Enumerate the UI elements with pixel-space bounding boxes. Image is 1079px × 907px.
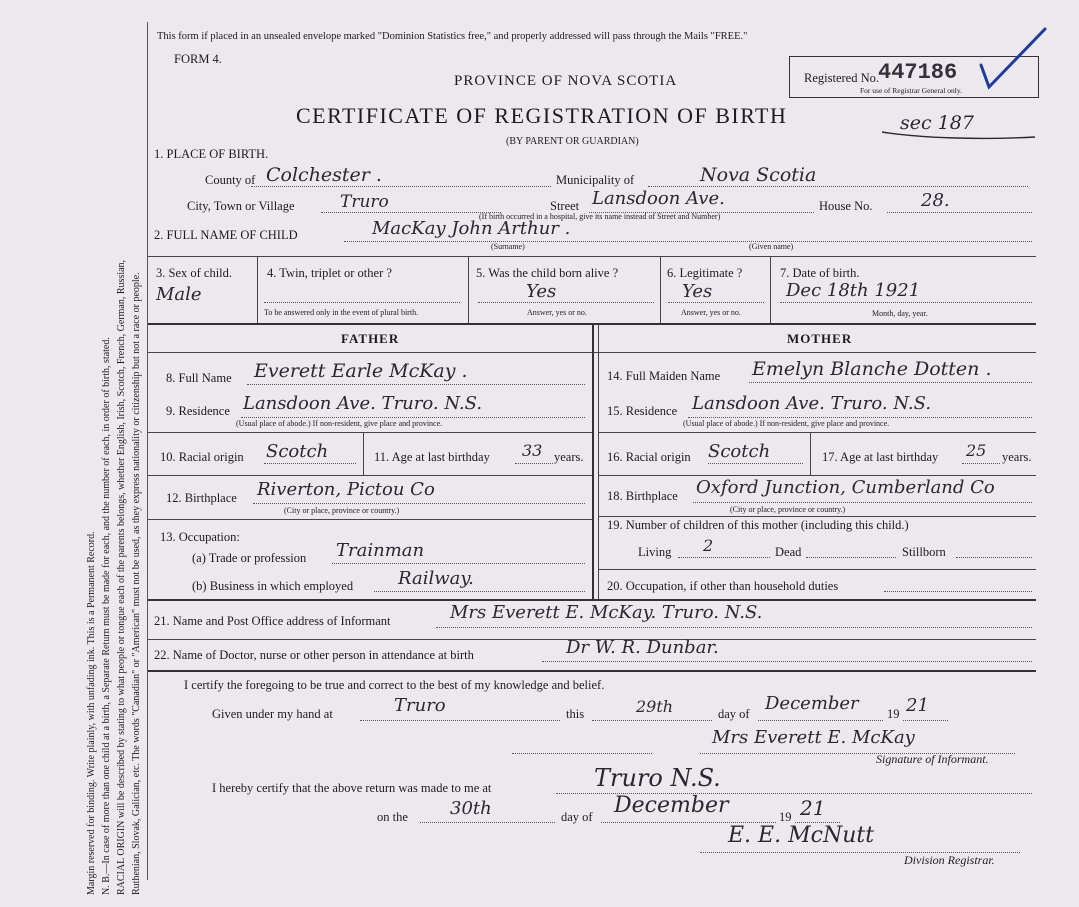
mother-heading: MOTHER — [787, 331, 853, 346]
given-place-value: Truro — [394, 695, 446, 716]
father-years-label: years. — [554, 450, 584, 464]
registrar-year-prefix: 19 — [779, 810, 792, 824]
business-label: (b) Business in which employed — [192, 579, 354, 593]
sex-value: Male — [156, 284, 202, 305]
division-registrar-label: Division Registrar. — [904, 853, 995, 867]
registrar-day-value: 30th — [450, 798, 492, 819]
registrar-place-value: Truro N.S. — [594, 764, 721, 792]
margin-note-nationality: Ruthenian, Slovak, Galician, etc. The words "Canadian" or "American" must not be used, as they express nationality or citizenship but not a race or people. — [131, 272, 142, 895]
place-of-birth-heading: 1. PLACE OF BIRTH. — [154, 147, 269, 161]
mother-racial-origin-label: 16. Racial origin — [607, 450, 691, 464]
legitimate-value: Yes — [682, 281, 713, 302]
city-label: City, Town or Village — [187, 199, 295, 213]
registrar-general-note: For use of Registrar General only. — [860, 86, 962, 95]
given-name-note: (Given name) — [749, 242, 794, 251]
municipality-value: Nova Scotia — [700, 164, 817, 186]
child-name-value: MacKay John Arthur . — [372, 218, 571, 239]
informant-value: Mrs Everett E. McKay. Truro. N.S. — [450, 602, 763, 623]
stillborn-label: Stillborn — [902, 545, 946, 559]
province-heading: PROVINCE OF NOVA SCOTIA — [454, 73, 678, 89]
given-year-prefix: 19 — [887, 707, 900, 721]
doctor-value: Dr W. R. Dunbar. — [566, 637, 719, 658]
date-of-birth-note: Month, day, year. — [872, 309, 928, 318]
registrar-month-value: December — [614, 793, 729, 818]
certificate-title: CERTIFICATE OF REGISTRATION OF BIRTH — [296, 103, 788, 128]
city-value: Truro — [340, 192, 389, 212]
street-label: Street — [550, 199, 580, 213]
father-name-label: 8. Full Name — [166, 371, 232, 385]
mother-residence-note: (Usual place of abode.) If non-resident, give place and province. — [683, 419, 890, 428]
trade-value: Trainman — [336, 540, 425, 561]
given-year-value: 21 — [906, 695, 929, 716]
father-racial-origin-label: 10. Racial origin — [160, 450, 244, 464]
given-day-value: 29th — [636, 697, 674, 716]
father-birthplace-label: 12. Birthplace — [166, 491, 237, 505]
date-of-birth-value: Dec 18th 1921 — [786, 280, 921, 301]
legitimate-label: 6. Legitimate ? — [667, 266, 743, 280]
annotation-section: sec 187 — [900, 112, 974, 134]
father-heading: FATHER — [341, 331, 400, 346]
born-alive-note: Answer, yes or no. — [527, 308, 587, 317]
mother-years-label: years. — [1002, 450, 1032, 464]
mother-residence-label: 15. Residence — [607, 404, 678, 418]
given-month-value: December — [765, 693, 859, 714]
dead-label: Dead — [775, 545, 802, 559]
margin-note-racial-origin: RACIAL ORIGIN will be described by stating to what people or tongue each of the parents belongs, whether English, Irish, Scotch, French, German, Russian, — [116, 259, 127, 895]
check-mark-icon — [975, 25, 1050, 95]
this-label: this — [566, 707, 585, 721]
doctor-label: 22. Name of Doctor, nurse or other person in attendance at birth — [154, 648, 474, 662]
father-name-value: Everett Earle McKay . — [254, 360, 468, 382]
father-residence-label: 9. Residence — [166, 404, 230, 418]
margin-note-separate-return: N. B.—In case of more than one child at a birth, a Separate Return must be made for each, and the number of each, in order of birth, stated. — [101, 337, 112, 895]
born-alive-label: 5. Was the child born alive ? — [476, 266, 619, 280]
father-age-label: 11. Age at last birthday — [374, 450, 490, 464]
informant-signature: Mrs Everett E. McKay — [712, 727, 915, 748]
father-residence-note: (Usual place of abode.) If non-resident, give place and province. — [236, 419, 443, 428]
municipality-label: Municipality of — [556, 173, 635, 187]
postal-note: This form if placed in an unsealed envelope marked "Dominion Statistics free," and properly addressed will pass through the Mails "FREE." — [157, 31, 748, 42]
mother-name-value: Emelyn Blanche Dotten . — [752, 358, 992, 380]
county-value: Colchester . — [266, 164, 382, 186]
mother-occupation-label: 20. Occupation, if other than household duties — [607, 579, 839, 593]
certificate-subtitle: (BY PARENT OR GUARDIAN) — [506, 136, 639, 147]
living-value: 2 — [703, 536, 714, 555]
street-value: Lansdoon Ave. — [592, 188, 725, 209]
mother-name-label: 14. Full Maiden Name — [607, 369, 721, 383]
twin-note: To be answered only in the event of plural birth. — [264, 308, 419, 317]
mother-birthplace-label: 18. Birthplace — [607, 489, 678, 503]
father-residence-value: Lansdoon Ave. Truro. N.S. — [243, 393, 483, 414]
twin-label: 4. Twin, triplet or other ? — [267, 266, 392, 280]
mother-age-label: 17. Age at last birthday — [822, 450, 939, 464]
mother-racial-origin-value: Scotch — [708, 441, 771, 462]
informant-label: 21. Name and Post Office address of Informant — [154, 614, 391, 628]
father-age-value: 33 — [522, 441, 543, 460]
legitimate-note: Answer, yes or no. — [681, 308, 741, 317]
living-label: Living — [638, 545, 672, 559]
date-of-birth-label: 7. Date of birth. — [780, 266, 860, 280]
registrar-signature: E. E. McNutt — [728, 823, 875, 848]
signature-of-informant-label: Signature of Informant. — [876, 752, 989, 766]
father-birthplace-note: (City or place, province or country.) — [284, 506, 400, 515]
surname-note: (Surname) — [491, 242, 525, 251]
business-value: Railway. — [398, 568, 474, 589]
registrar-statement: I hereby certify that the above return was made to me at — [212, 781, 492, 795]
street-note: (If birth occurred in a hospital, give its name instead of Street and Number) — [479, 212, 721, 221]
registered-number: 447186 — [878, 60, 958, 85]
mother-residence-value: Lansdoon Ave. Truro. N.S. — [692, 393, 932, 414]
registrar-year-value: 21 — [800, 796, 826, 820]
born-alive-value: Yes — [526, 281, 557, 302]
certify-statement: I certify the foregoing to be true and correct to the best of my knowledge and belief. — [184, 678, 605, 692]
house-no-label: House No. — [819, 199, 873, 213]
registrar-day-of-label: day of — [561, 810, 593, 824]
child-name-label: 2. FULL NAME OF CHILD — [154, 228, 298, 242]
mother-birthplace-value: Oxford Junction, Cumberland Co — [696, 477, 995, 498]
father-racial-origin-value: Scotch — [266, 441, 329, 462]
children-count-label: 19. Number of children of this mother (including this child.) — [607, 518, 909, 532]
house-no-value: 28. — [921, 190, 950, 211]
father-birthplace-value: Riverton, Pictou Co — [257, 479, 435, 500]
form-number: FORM 4. — [174, 52, 222, 66]
mother-age-value: 25 — [966, 441, 987, 460]
trade-label: (a) Trade or profession — [192, 551, 307, 565]
sex-label: 3. Sex of child. — [156, 266, 233, 280]
county-label: County of — [205, 173, 256, 187]
mother-birthplace-note: (City or place, province or country.) — [730, 505, 846, 514]
registered-no-label: Registered No. — [804, 71, 879, 85]
margin-note-binding: Margin reserved for binding. Write plainly, with unfading ink. This is a Permanent Record. — [86, 531, 97, 895]
annotation-underline-icon — [880, 120, 1040, 145]
given-under-hand-label: Given under my hand at — [212, 707, 333, 721]
given-day-of-label: day of — [718, 707, 750, 721]
registrar-on-label: on the — [377, 810, 408, 824]
occupation-label: 13. Occupation: — [160, 530, 240, 544]
